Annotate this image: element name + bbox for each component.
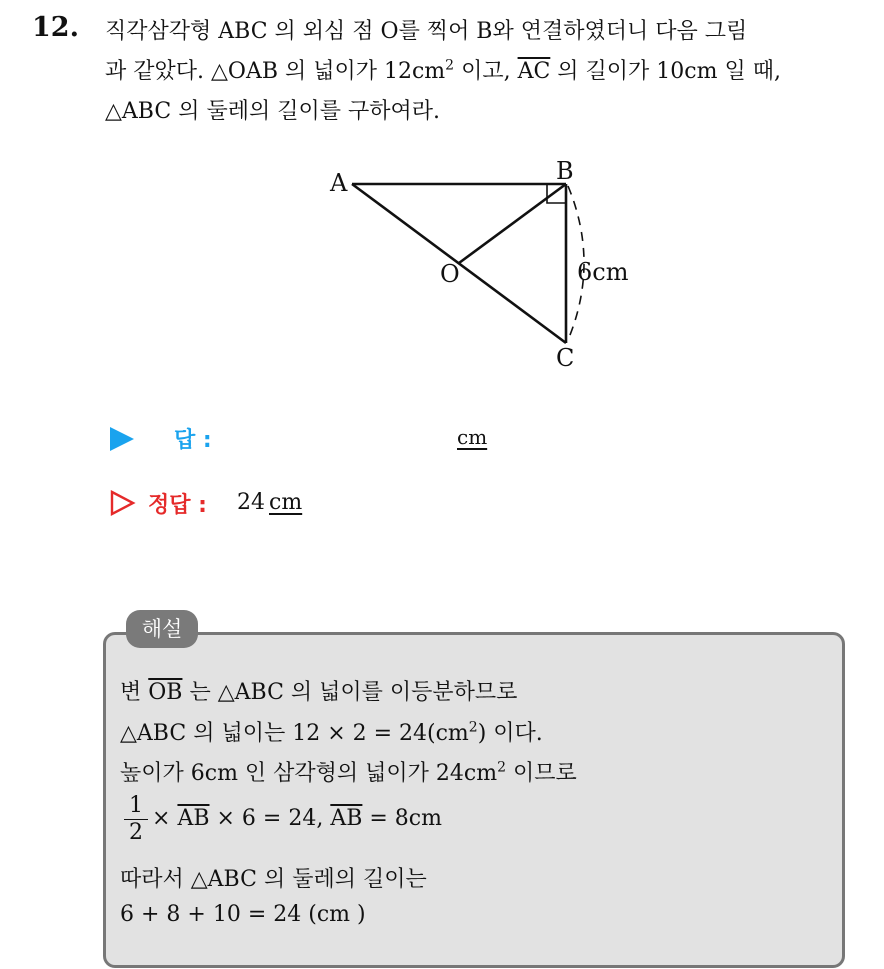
question-number: 12.	[32, 12, 79, 43]
explanation-tab: 해설	[126, 610, 198, 648]
label-o: O	[440, 260, 460, 288]
segment-ob	[459, 184, 566, 263]
question-line-2: 과 같았다. △OAB 의 넓이가 $12cm^2$ 이고, $\overline{AC}$ 의 길이가 10cm 일 때,	[105, 57, 781, 84]
answer-label: 답 :	[174, 428, 212, 453]
play-triangle-icon	[110, 427, 134, 451]
explanation-line-5: 따라서 △ABC 의 둘레의 길이는	[120, 867, 427, 892]
label-a: A	[330, 169, 348, 197]
explanation-line-1: 변 $\overline{OB}$ 는 △ABC 의 넓이를 이등분하므로	[120, 680, 518, 705]
fraction-one-half: $\frac{1}{2}$	[124, 793, 148, 846]
explanation-line-3: 높이가 6cm 인 삼각형의 넓이가 $24cm^2$ 이므로	[120, 759, 577, 786]
label-c: C	[556, 344, 575, 372]
outline-triangle-icon	[110, 490, 136, 516]
correct-value: 24 cm	[237, 490, 303, 515]
label-b: B	[556, 157, 574, 185]
side-length-label: 6cm	[577, 258, 629, 286]
segment-ac: $\overline{AC}$	[517, 59, 551, 84]
explanation-line-4: × $\overline{AB} \times 6 = 24$, $\overline{AB} = 8cm$	[152, 806, 442, 831]
correct-label: 정답 :	[148, 493, 207, 518]
question-line-3: △ABC 의 둘레의 길이를 구하여라.	[105, 99, 440, 124]
question-line-1: 직각삼각형 ABC 의 외심 점 O를 찍어 B와 연결하였더니 다음 그림	[105, 19, 748, 44]
triangle-figure	[0, 0, 884, 400]
explanation-line-2: △ABC 의 넓이는 $12 \times 2 = 24(cm^2)$ 이다.	[120, 719, 543, 746]
explanation-line-6: 6 + 8 + 10 = 24 (cm )	[120, 902, 366, 927]
answer-unit: cm	[457, 425, 488, 449]
